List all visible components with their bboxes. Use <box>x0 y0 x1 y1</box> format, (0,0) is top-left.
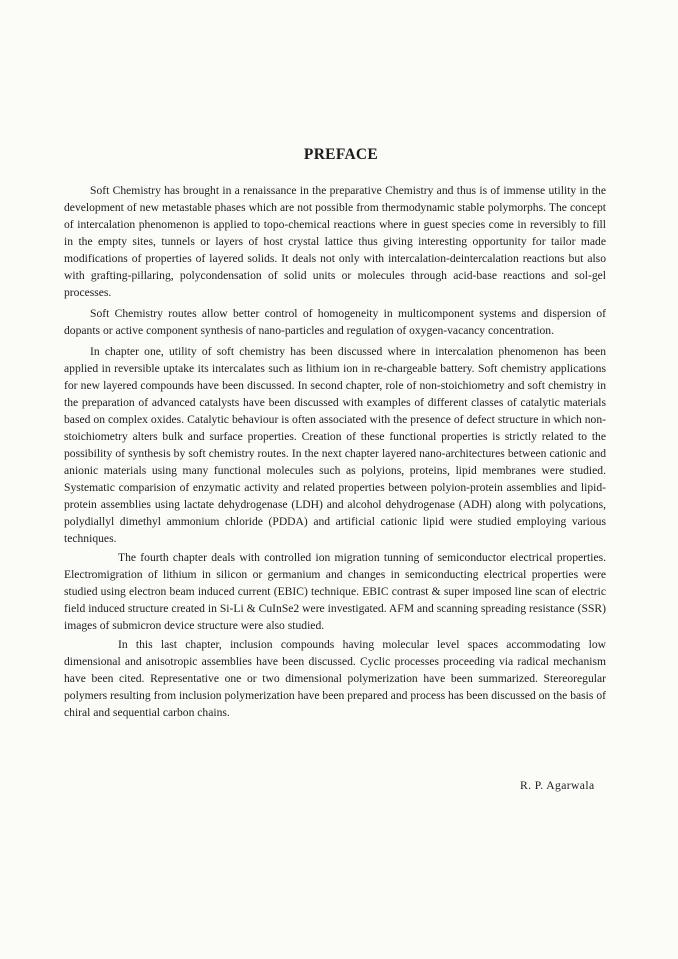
paragraph-intro: Soft Chemistry has brought in a renaissance in the preparative Chemistry and thus is of immense utility in the development of new metastable phases which are not possible from thermodynamic stable polymorphs. The concept of intercalation phenomenon is applied to topo-chemical reactions where in guest species come in reversibly to fill in the empty sites, tunnels or layers of host crystal lattice thus giving interesting opportunity for tailor made modifications of properties of layered solids. It deals not only with intercalation-deintercalation reactions but also with grafting-pillaring, polycondensation of solid units or molecules through acid-base reactions and sol-gel processes. <box>64 184 606 299</box>
author-signature: R. P. Agarwala <box>520 779 595 792</box>
paragraph-last-chapter: In this last chapter, inclusion compounds having molecular level spaces accommodating low dimensional and anisotropic assemblies have been discussed. Cyclic processes proceeding via radical mechanism have been cited. Representative one or two dimensional polymerization have been summarized. Stereoregular polymers resulting from inclusion polymerization have been prepared and process has been discussed on the basis of chiral and sequential carbon chains. <box>64 638 606 719</box>
paragraph-routes: Soft Chemistry routes allow better control of homogeneity in multicomponent systems and dispersion of dopants or active component synthesis of nano-particles and regulation of oxygen-vacancy concentration. <box>64 307 606 337</box>
page-title: PREFACE <box>303 146 379 163</box>
paragraph-chapters-one-three: In chapter one, utility of soft chemistry has been discussed where in intercalation phenomenon has been applied in reversible uptake its intercalates such as lithium ion in re-chargeable battery. Soft chemistry applications for new layered compounds have been discussed. In second chapter, role of non-stoichiometry and soft chemistry in the preparation of advanced catalysts have been discussed with examples of different classes of catalytic materials based on complex oxides. Catalytic behaviour is often associated with the presence of defect structure in which non-stoichiometry alters bulk and surface properties. Creation of these functional properties is strictly related to the possibility of synthesis by soft chemistry routes. In the next chapter layered nano-architectures between cationic and anionic materials using many functional molecules such as polyions, proteins, lipid membranes were studied. Systematic comparision of enzymatic activity and related properties between polyion-protein assemblies and lipid-protein assemblies using lactate dehydrogenase (LDH) and alcohol dehydrogenase (ADH) along with polycations, polydiallyl dimethyl ammonium chloride (PDDA) and artificial cationic lipid were studied employing various techniques. <box>64 345 606 545</box>
paragraph-chapter-four: The fourth chapter deals with controlled ion migration tunning of semiconductor electrical properties. Electromigration of lithium in silicon or germanium and changes in semiconducting electrical properties were studied using electron beam induced current (EBIC) technique. EBIC contrast & super imposed line scan of electric field induced structure created in Si-Li & CuInSe2 were investigated. AFM and scanning spreading resistance (SSR) images of submicron device structure were also studied. <box>64 551 606 632</box>
preface-page <box>64 146 606 725</box>
